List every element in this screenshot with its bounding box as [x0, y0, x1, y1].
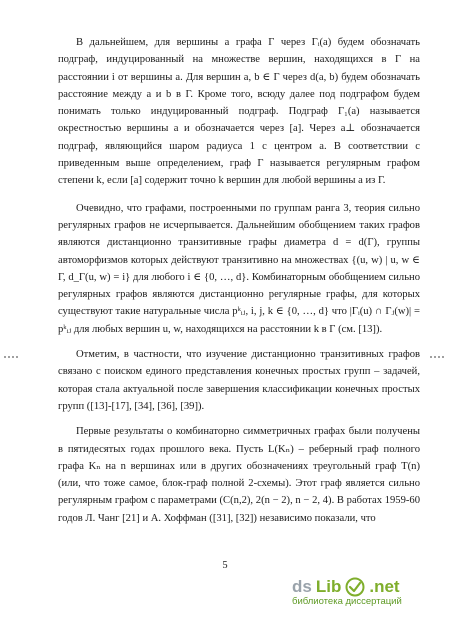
watermark-brand-net: .net: [369, 577, 400, 596]
paragraph-1: В дальнейшем, для вершины a графа Γ через Γᵢ(a) будем обозначать подграф, индуцированный на множестве вершин, находящихся в Γ на расстоянии i от вершины a. Для вершин a, b ∈ Γ через d(a, b) будем обозначать расстояние между a и b в Γ. Кроме того, всюду далее под подграфом будем понимать только индуцированный подграф. Подграф Γ₁(a) называется окрестностью вершины a и обозначается через [a]. Через a⊥ обозначается подграф, являющийся шаром радиуса 1 с центром a. В соответствии с приведенным выше определением, граф Γ называется регулярным графом степени k, если [a] содержит точно k вершин для любой вершины a из Γ.: [58, 37, 420, 187]
watermark-subtitle: библиотека диссертаций: [292, 596, 402, 607]
watermark-brand-lib: Lib: [315, 577, 342, 596]
paragraph-3: Отметим, в частности, что изучение дистанционно транзитивных графов связано с поиском единого представления конечных простых групп – задачей, которая стала актуальной после завершения классификации конечных простых групп ([13]-[17], [34], [36], [39]).: [58, 349, 420, 412]
paragraph-4: Первые результаты о комбинаторно симметричных графах были получены в пятидесятых годах прошлого века. Пусть L(Kₙ) – реберный граф полного графа Kₙ на n вершинах или в других обозначениях треугольный граф T(n) (или, что тоже самое, блок-граф полной 2-схемы). Этот граф является сильно регулярным графом с параметрами (C(n,2), 2(n − 2), n − 2, 4). В работах 1959-60 годов Л. Чанг [21] и А. Хоффман ([31], [32]) независимо показали, что: [58, 426, 420, 524]
watermark-brand-ds: ds: [292, 577, 312, 596]
paragraph-2: Очевидно, что графами, построенными по группам ранга 3, теория сильно регулярных графов не исчерпывается. Дальнейшим обобщением таких графов являются дистанционно транзитивные графы диаметра d = d(Γ), группы автоморфизмов которых действуют транзитивно на множествах {(u, w) | u, w ∈ Γ, d_Γ(u, w) = i} для любого i ∈ {0, …, d}. Комбинаторным обобщением сильно регулярных графов являются дистанционно регулярные графы, для которых существуют такие натуральные числа pᵏᵢⱼ, i, j, k ∈ {0, …, d} что |Γᵢ(u) ∩ Γⱼ(w)| = pᵏᵢⱼ для любых вершин u, w, находящихся на расстоянии k в Γ (см. [13]).: [58, 202, 420, 335]
body-text: [58, 34, 420, 535]
scan-artifact-left: [4, 356, 20, 358]
dslib-logo-icon: [345, 577, 365, 597]
page-number: 5: [222, 560, 228, 571]
scan-artifact-right: [430, 356, 446, 358]
dslib-watermark[interactable]: [292, 577, 442, 617]
